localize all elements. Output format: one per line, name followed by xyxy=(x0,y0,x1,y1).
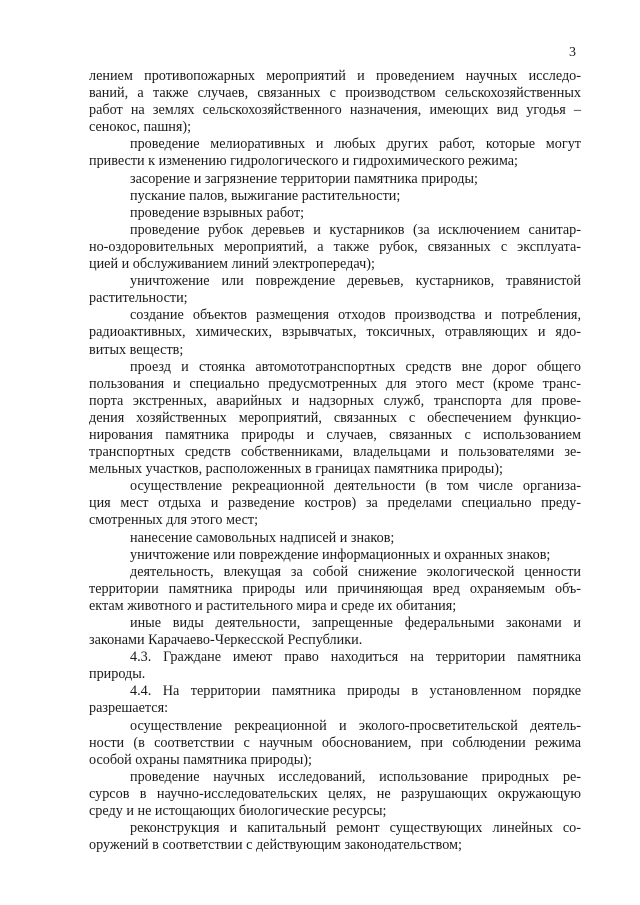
text-line: привести к изменению гидрологического и гидрохимического режима; xyxy=(89,153,519,170)
text-line: уничтожение или повреждение информационных и охранных знаков; xyxy=(130,546,551,563)
text-line: пользования и специально предусмотренных для этого мест (кроме транс- xyxy=(89,375,581,392)
text-line: среду и не истощающих биологические ресурсы; xyxy=(89,803,387,820)
text-line: оружений в соответствии с действующим законодательством; xyxy=(89,837,462,854)
text-line: 4.4. На территории памятника природы в установленном порядке xyxy=(130,683,581,700)
text-line: разрешается: xyxy=(89,700,169,717)
text-line: пускание палов, выжигание растительности; xyxy=(130,187,401,204)
text-line: дения хозяйственных мероприятий, связанных с обеспечением функцио- xyxy=(89,409,581,426)
text-line: реконструкция и капитальный ремонт существующих линейных со- xyxy=(130,820,581,837)
text-line: уничтожение или повреждение деревьев, кустарников, травянистой xyxy=(130,273,581,290)
text-line: территории памятника природы или причиняющая вред охраняемым объ- xyxy=(89,580,581,597)
text-line: законами Карачаево-Черкесской Республики. xyxy=(89,632,363,649)
text-line: иные виды деятельности, запрещенные федеральными законами и xyxy=(130,615,581,631)
text-line: 4.3. Граждане имеют право находиться на территории памятника xyxy=(130,649,581,666)
text-line: сенокос, пашня); xyxy=(89,119,192,136)
text-line: ция мест отдыха и разведение костров) за пределами специально преду- xyxy=(89,495,581,512)
text-line: осуществление рекреационной и эколого-просветительской деятель- xyxy=(130,717,581,734)
text-line: природы. xyxy=(89,666,146,683)
text-line: смотренных для этого мест; xyxy=(89,512,259,529)
text-line: ности (в соответствии с научным обоснованием, при соблюдении режима xyxy=(89,734,581,751)
text-line: но-оздоровительных мероприятий, а также рубок, связанных с эксплуата- xyxy=(89,238,581,255)
text-line: мельных участков, расположенных в границах памятника природы); xyxy=(89,461,503,478)
text-line: особой охраны памятника природы); xyxy=(89,751,312,768)
text-line: проезд и стоянка автомототранспортных средств вне дорог общего xyxy=(130,358,581,375)
text-line: транспортных средств собственниками, владельцами и пользователями зе- xyxy=(89,444,581,461)
text-line: растительности; xyxy=(89,290,188,307)
text-line: лением противопожарных мероприятий и проведением научных исследо- xyxy=(89,68,581,84)
text-line: нирования памятника природы и случаев, связанных с использованием xyxy=(89,426,581,443)
text-line: работ на землях сельскохозяйственного назначения, имеющих вид угодья – xyxy=(89,102,581,119)
text-line: радиоактивных, химических, взрывчатых, токсичных, отравляющих и ядо- xyxy=(89,324,581,341)
text-line: проведение мелиоративных и любых других работ, которые могут xyxy=(130,136,581,153)
text-line: засорение и загрязнение территории памятника природы; xyxy=(130,170,478,187)
page-number: 3 xyxy=(569,45,576,60)
text-line: проведение научных исследований, использование природных ре- xyxy=(130,768,581,785)
text-line: создание объектов размещения отходов производства и потребления, xyxy=(130,307,581,324)
text-line: витых веществ; xyxy=(89,341,184,358)
text-line: ваний, а также случаев, связанных с производством сельскохозяйственных xyxy=(89,85,581,102)
text-line: порта экстренных, аварийных и надзорных служб, транспорта для прове- xyxy=(89,392,581,409)
document-body xyxy=(89,68,581,854)
text-line: деятельность, влекущая за собой снижение экологической ценности xyxy=(130,563,581,580)
text-line: проведение рубок деревьев и кустарников (за исключением санитар- xyxy=(130,221,581,238)
text-line: ектам животного и растительного мира и среде их обитания; xyxy=(89,597,457,614)
text-line: сурсов в научно-исследовательских целях, не разрушающих окружающую xyxy=(89,785,581,802)
text-line: нанесение самовольных надписей и знаков; xyxy=(130,529,395,546)
text-line: проведение взрывных работ; xyxy=(130,204,305,221)
text-line: цией и обслуживанием линий электропередач); xyxy=(89,256,375,273)
text-line: осуществление рекреационной деятельности (в том числе организа- xyxy=(130,478,581,495)
